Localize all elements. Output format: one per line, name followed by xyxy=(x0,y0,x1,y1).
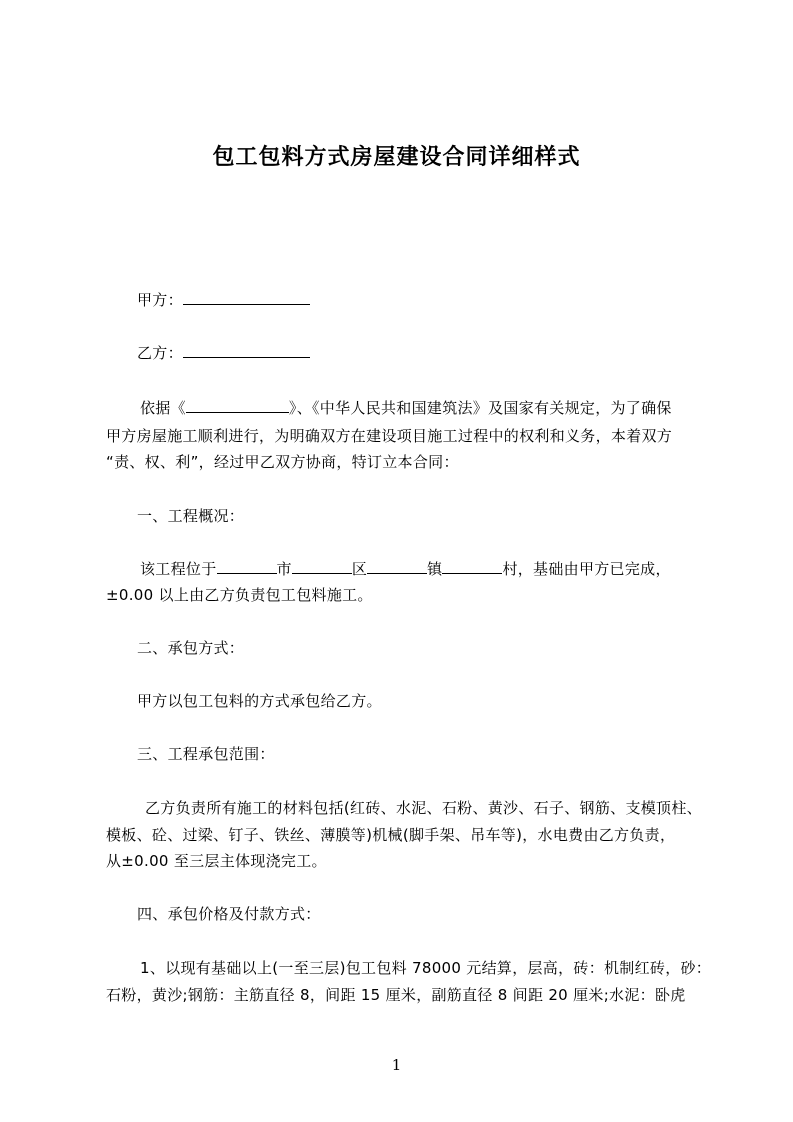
party-a-label: 甲方： xyxy=(137,291,183,309)
intro-line-1 xyxy=(140,398,672,418)
party-b-label: 乙方： xyxy=(137,344,183,362)
intro-line-3: “责、权、利”，经过甲乙双方协商，特订立本合同： xyxy=(106,453,459,471)
village-suffix: 村，基础由甲方已完成， xyxy=(502,560,671,578)
section-3-line-1: 乙方负责所有施工的材料包括(红砖、水泥、石粉、黄沙、石子、钢筋、支模顶柱、 xyxy=(145,799,702,817)
section-1-line-2: ±0.00 以上由乙方负责包工包料施工。 xyxy=(106,586,373,604)
intro-suffix: 》、《中华人民共和国建筑法》及国家有关规定，为了确保 xyxy=(288,399,672,417)
district-label: 区 xyxy=(351,560,368,578)
document-title: 包工包料方式房屋建设合同详细样式 xyxy=(212,145,581,170)
section-3-heading: 三、工程承包范围： xyxy=(137,745,275,763)
section-2-line-1: 甲方以包工包料的方式承包给乙方。 xyxy=(137,692,382,710)
party-b-line xyxy=(137,343,310,363)
location-prefix: 该工程位于 xyxy=(140,560,217,578)
section-1-heading: 一、工程概况： xyxy=(137,507,245,525)
page-number: 1 xyxy=(391,1056,402,1074)
town-label: 镇 xyxy=(427,560,443,578)
town-blank xyxy=(367,559,427,574)
section-4-line-2: 石粉，黄沙;钢筋：主筋直径 8，间距 15 厘米，副筋直径 8 间距 20 厘米;水泥：卧虎 xyxy=(106,986,686,1004)
party-b-blank xyxy=(183,343,310,358)
section-2-heading: 二、承包方式： xyxy=(137,639,245,657)
district-blank xyxy=(292,559,352,574)
party-a-line xyxy=(137,290,310,310)
party-a-blank xyxy=(183,290,310,305)
intro-line-2: 甲方房屋施工顺利进行，为明确双方在建设项目施工过程中的权利和义务，本着双方 xyxy=(106,427,673,445)
intro-prefix: 依据《 xyxy=(140,399,186,417)
law-name-blank xyxy=(186,398,289,413)
section-1-line-1 xyxy=(140,559,671,579)
city-label: 市 xyxy=(276,560,292,578)
village-blank xyxy=(442,559,502,574)
section-4-line-1: 1、以现有基础以上(一至三层)包工包料 78000 元结算，层高，砖：机制红砖，砂： xyxy=(140,959,712,977)
city-blank xyxy=(217,559,277,574)
section-3-line-2: 模板、砼、过梁、钉子、铁丝、薄膜等)机械(脚手架、吊车等)，水电费由乙方负责， xyxy=(106,826,676,844)
section-4-heading: 四、承包价格及付款方式： xyxy=(137,905,321,923)
section-3-line-3: 从±0.00 至三层主体现浇完工。 xyxy=(106,852,327,870)
